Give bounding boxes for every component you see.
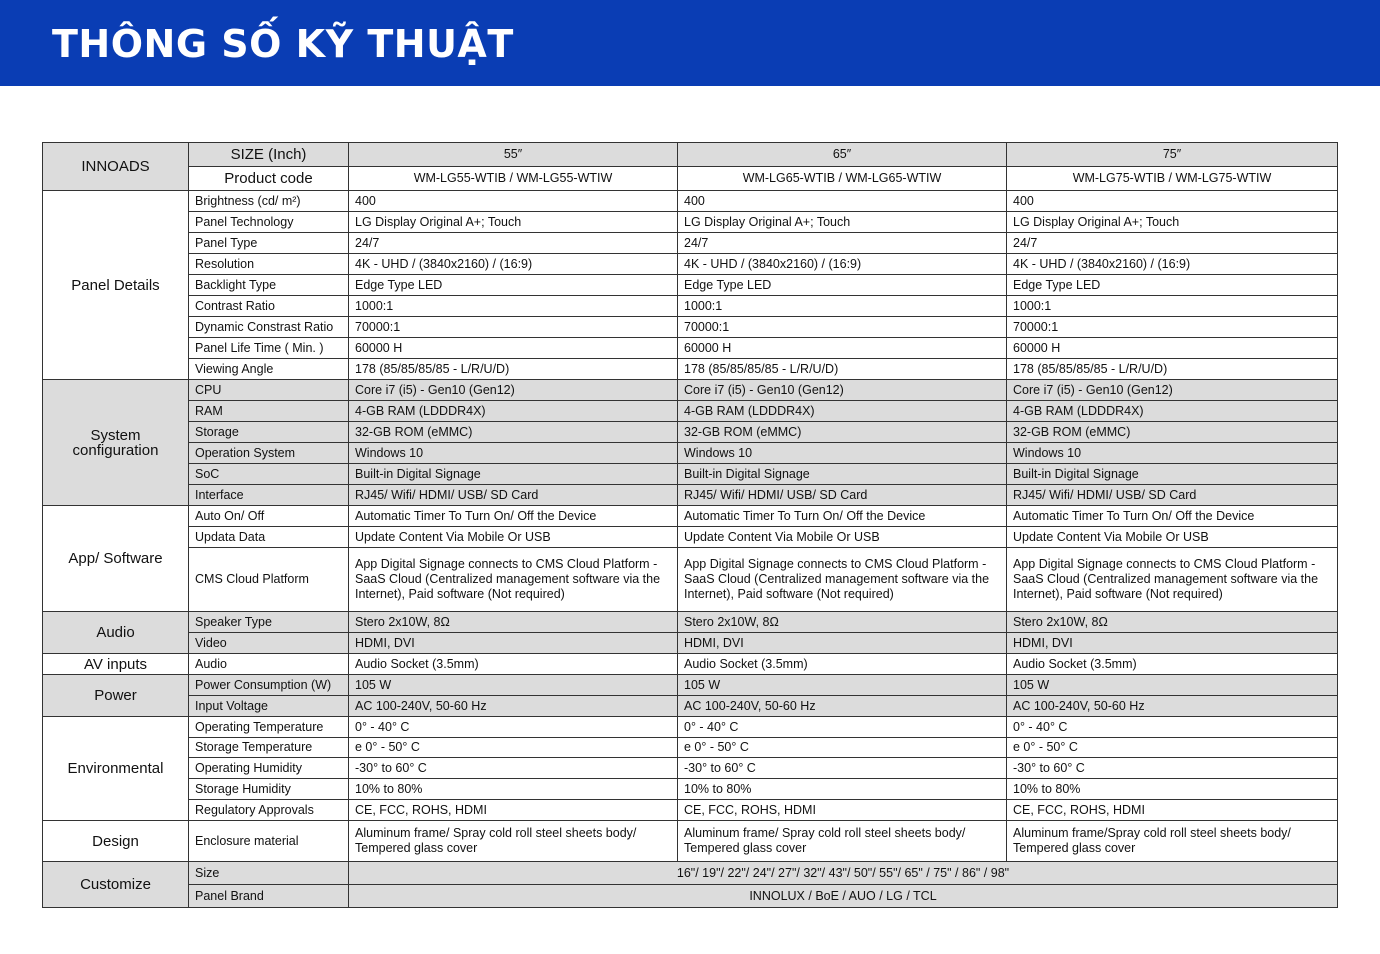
table-row xyxy=(43,275,1338,296)
spec-value: Stero 2x10W, 8Ω xyxy=(1007,612,1338,633)
spec-value: 4K - UHD / (3840x2160) / (16:9) xyxy=(349,254,678,275)
size-label: SIZE (Inch) xyxy=(189,143,349,167)
size-value: 65″ xyxy=(678,143,1007,167)
spec-value: LG Display Original A+; Touch xyxy=(349,212,678,233)
spec-value: Edge Type LED xyxy=(678,275,1007,296)
spec-value: Update Content Via Mobile Or USB xyxy=(678,527,1007,548)
size-value: 55″ xyxy=(349,143,678,167)
spec-value: CE, FCC, ROHS, HDMI xyxy=(349,800,678,821)
spec-label-size: Size xyxy=(189,862,349,885)
table-row xyxy=(43,862,1338,885)
spec-value: RJ45/ Wifi/ HDMI/ USB/ SD Card xyxy=(1007,485,1338,506)
table-row xyxy=(43,338,1338,359)
table-row xyxy=(43,779,1338,800)
spec-value: 4K - UHD / (3840x2160) / (16:9) xyxy=(1007,254,1338,275)
table-row xyxy=(43,296,1338,317)
spec-value: HDMI, DVI xyxy=(349,633,678,654)
spec-label-storage: Storage xyxy=(189,422,349,443)
spec-label-dynamic-constrast-ratio: Dynamic Constrast Ratio xyxy=(189,317,349,338)
spec-value: e 0° - 50° C xyxy=(349,738,678,758)
spec-value: 4-GB RAM (LDDDR4X) xyxy=(1007,401,1338,422)
spec-value: 32-GB ROM (eMMC) xyxy=(1007,422,1338,443)
spec-value: Aluminum frame/ Spray cold roll steel sheets body/ Tempered glass cover xyxy=(678,821,1007,862)
table-row xyxy=(43,800,1338,821)
spec-label-contrast-ratio: Contrast Ratio xyxy=(189,296,349,317)
spec-value: Built-in Digital Signage xyxy=(678,464,1007,485)
spec-value: -30° to 60° C xyxy=(678,758,1007,779)
spec-value: 105 W xyxy=(678,675,1007,696)
spec-value: 105 W xyxy=(1007,675,1338,696)
spec-value: 0° - 40° C xyxy=(349,717,678,738)
table-row xyxy=(43,143,1338,167)
spec-value: App Digital Signage connects to CMS Cloud Platform - SaaS Cloud (Centralized management software via the Internet), Paid software (Not required) xyxy=(678,548,1007,612)
spec-value: 70000:1 xyxy=(349,317,678,338)
spec-label-auto-on-off: Auto On/ Off xyxy=(189,506,349,527)
spec-value: Windows 10 xyxy=(1007,443,1338,464)
spec-label-updata-data: Updata Data xyxy=(189,527,349,548)
spec-value: Automatic Timer To Turn On/ Off the Device xyxy=(1007,506,1338,527)
spec-value: Windows 10 xyxy=(678,443,1007,464)
spec-value: 0° - 40° C xyxy=(1007,717,1338,738)
spec-value: Windows 10 xyxy=(349,443,678,464)
spec-value: CE, FCC, ROHS, HDMI xyxy=(678,800,1007,821)
spec-value: 178 (85/85/85/85 - L/R/U/D) xyxy=(678,359,1007,380)
spec-value: AC 100-240V, 50-60 Hz xyxy=(349,696,678,717)
product-code-value: WM-LG65-WTIB / WM-LG65-WTIW xyxy=(678,167,1007,191)
spec-value: Stero 2x10W, 8Ω xyxy=(678,612,1007,633)
spec-value: Aluminum frame/ Spray cold roll steel sheets body/ Tempered glass cover xyxy=(349,821,678,862)
spec-label-storage-temperature: Storage Temperature xyxy=(189,738,349,758)
spec-value: Audio Socket (3.5mm) xyxy=(1007,654,1338,675)
spec-label-operating-temperature: Operating Temperature xyxy=(189,717,349,738)
spec-label-panel-brand: Panel Brand xyxy=(189,885,349,908)
spec-value: App Digital Signage connects to CMS Cloud Platform - SaaS Cloud (Centralized management software via the Internet), Paid software (Not required) xyxy=(1007,548,1338,612)
spec-value: CE, FCC, ROHS, HDMI xyxy=(1007,800,1338,821)
table-row xyxy=(43,612,1338,633)
group-av: AV inputs xyxy=(43,654,189,675)
spec-value: 400 xyxy=(678,191,1007,212)
spec-label-ram: RAM xyxy=(189,401,349,422)
spec-value: Audio Socket (3.5mm) xyxy=(349,654,678,675)
spec-value: 0° - 40° C xyxy=(678,717,1007,738)
spec-value: AC 100-240V, 50-60 Hz xyxy=(678,696,1007,717)
table-row xyxy=(43,675,1338,696)
table-row xyxy=(43,464,1338,485)
spec-value: Built-in Digital Signage xyxy=(1007,464,1338,485)
page-header xyxy=(0,0,1380,86)
spec-value: Update Content Via Mobile Or USB xyxy=(349,527,678,548)
spec-value: LG Display Original A+; Touch xyxy=(1007,212,1338,233)
table-row xyxy=(43,738,1338,758)
group-design: Design xyxy=(43,821,189,862)
spec-value: Built-in Digital Signage xyxy=(349,464,678,485)
table-row xyxy=(43,443,1338,464)
group-panel: Panel Details xyxy=(43,191,189,380)
spec-value: 10% to 80% xyxy=(1007,779,1338,800)
table-row xyxy=(43,696,1338,717)
spec-label-viewing-angle: Viewing Angle xyxy=(189,359,349,380)
table-row xyxy=(43,506,1338,527)
spec-value: Update Content Via Mobile Or USB xyxy=(1007,527,1338,548)
product-code-label: Product code xyxy=(189,167,349,191)
corner-label: INNOADS xyxy=(43,143,189,191)
spec-value: App Digital Signage connects to CMS Cloud Platform - SaaS Cloud (Centralized management software via the Internet), Paid software (Not required) xyxy=(349,548,678,612)
spec-value: Edge Type LED xyxy=(349,275,678,296)
table-row xyxy=(43,401,1338,422)
table-row xyxy=(43,885,1338,908)
spec-value: Edge Type LED xyxy=(1007,275,1338,296)
table-row xyxy=(43,758,1338,779)
table-row xyxy=(43,422,1338,443)
table-row xyxy=(43,359,1338,380)
spec-value: 24/7 xyxy=(1007,233,1338,254)
group-audio: Audio xyxy=(43,612,189,654)
table-row xyxy=(43,317,1338,338)
table-row xyxy=(43,548,1338,612)
spec-value: AC 100-240V, 50-60 Hz xyxy=(1007,696,1338,717)
spec-value: 1000:1 xyxy=(1007,296,1338,317)
table-row xyxy=(43,654,1338,675)
spec-value: Core i7 (i5) - Gen10 (Gen12) xyxy=(349,380,678,401)
spec-value: 400 xyxy=(349,191,678,212)
table-row xyxy=(43,167,1338,191)
group-env: Environmental xyxy=(43,717,189,821)
spec-label-cpu: CPU xyxy=(189,380,349,401)
spec-label-video: Video xyxy=(189,633,349,654)
table-row xyxy=(43,191,1338,212)
spec-table xyxy=(42,142,1338,908)
spec-label-resolution: Resolution xyxy=(189,254,349,275)
table-row xyxy=(43,254,1338,275)
spec-value: 178 (85/85/85/85 - L/R/U/D) xyxy=(1007,359,1338,380)
spec-label-speaker-type: Speaker Type xyxy=(189,612,349,633)
spec-label-storage-humidity: Storage Humidity xyxy=(189,779,349,800)
spec-value: 4-GB RAM (LDDDR4X) xyxy=(349,401,678,422)
spec-value: Automatic Timer To Turn On/ Off the Device xyxy=(349,506,678,527)
spec-value: 60000 H xyxy=(349,338,678,359)
spec-label-audio: Audio xyxy=(189,654,349,675)
spec-value: Core i7 (i5) - Gen10 (Gen12) xyxy=(678,380,1007,401)
spec-value: Core i7 (i5) - Gen10 (Gen12) xyxy=(1007,380,1338,401)
spec-value: 4K - UHD / (3840x2160) / (16:9) xyxy=(678,254,1007,275)
spec-label-panel-technology: Panel Technology xyxy=(189,212,349,233)
group-app: App/ Software xyxy=(43,506,189,612)
spec-value: Aluminum frame/Spray cold roll steel sheets body/ Tempered glass cover xyxy=(1007,821,1338,862)
spec-value: 24/7 xyxy=(678,233,1007,254)
product-code-value: WM-LG55-WTIB / WM-LG55-WTIW xyxy=(349,167,678,191)
spec-value: -30° to 60° C xyxy=(1007,758,1338,779)
spec-label-panel-life-time-min: Panel Life Time ( Min. ) xyxy=(189,338,349,359)
spec-value: Stero 2x10W, 8Ω xyxy=(349,612,678,633)
spec-label-cms-cloud-platform: CMS Cloud Platform xyxy=(189,548,349,612)
spec-label-backlight-type: Backlight Type xyxy=(189,275,349,296)
table-row xyxy=(43,380,1338,401)
table-row xyxy=(43,717,1338,738)
spec-value: 1000:1 xyxy=(678,296,1007,317)
spec-value: INNOLUX / BoE / AUO / LG / TCL xyxy=(349,885,1338,908)
spec-value: 32-GB ROM (eMMC) xyxy=(678,422,1007,443)
spec-value: HDMI, DVI xyxy=(1007,633,1338,654)
spec-value: RJ45/ Wifi/ HDMI/ USB/ SD Card xyxy=(349,485,678,506)
size-value: 75″ xyxy=(1007,143,1338,167)
spec-value: 10% to 80% xyxy=(678,779,1007,800)
spec-value: HDMI, DVI xyxy=(678,633,1007,654)
spec-value: 4-GB RAM (LDDDR4X) xyxy=(678,401,1007,422)
spec-value: 400 xyxy=(1007,191,1338,212)
spec-value: 10% to 80% xyxy=(349,779,678,800)
spec-value: 178 (85/85/85/85 - L/R/U/D) xyxy=(349,359,678,380)
spec-label-power-consumption-w: Power Consumption (W) xyxy=(189,675,349,696)
spec-label-operating-humidity: Operating Humidity xyxy=(189,758,349,779)
spec-value: e 0° - 50° C xyxy=(678,738,1007,758)
table-row xyxy=(43,212,1338,233)
spec-value: -30° to 60° C xyxy=(349,758,678,779)
group-customize: Customize xyxy=(43,862,189,908)
page-title: THÔNG SỐ KỸ THUẬT xyxy=(52,22,514,66)
spec-value: 16"/ 19"/ 22"/ 24"/ 27"/ 32"/ 43"/ 50"/ 55"/ 65" / 75" / 86" / 98" xyxy=(349,862,1338,885)
spec-label-panel-type: Panel Type xyxy=(189,233,349,254)
spec-value: 70000:1 xyxy=(1007,317,1338,338)
table-row xyxy=(43,821,1338,862)
group-system: System configuration xyxy=(43,380,189,506)
spec-value: 60000 H xyxy=(678,338,1007,359)
spec-label-brightness-cd-m: Brightness (cd/ m²) xyxy=(189,191,349,212)
table-row xyxy=(43,485,1338,506)
spec-label-operation-system: Operation System xyxy=(189,443,349,464)
spec-value: 60000 H xyxy=(1007,338,1338,359)
spec-label-regulatory-approvals: Regulatory Approvals xyxy=(189,800,349,821)
spec-value: Audio Socket (3.5mm) xyxy=(678,654,1007,675)
spec-label-enclosure-material: Enclosure material xyxy=(189,821,349,862)
spec-value: e 0° - 50° C xyxy=(1007,738,1338,758)
table-row xyxy=(43,527,1338,548)
spec-value: 32-GB ROM (eMMC) xyxy=(349,422,678,443)
product-code-value: WM-LG75-WTIB / WM-LG75-WTIW xyxy=(1007,167,1338,191)
spec-value: Automatic Timer To Turn On/ Off the Device xyxy=(678,506,1007,527)
spec-value: RJ45/ Wifi/ HDMI/ USB/ SD Card xyxy=(678,485,1007,506)
spec-value: 24/7 xyxy=(349,233,678,254)
spec-value: 70000:1 xyxy=(678,317,1007,338)
table-row xyxy=(43,633,1338,654)
spec-value: 1000:1 xyxy=(349,296,678,317)
spec-label-interface: Interface xyxy=(189,485,349,506)
group-power: Power xyxy=(43,675,189,717)
spec-label-soc: SoC xyxy=(189,464,349,485)
spec-label-input-voltage: Input Voltage xyxy=(189,696,349,717)
spec-value: LG Display Original A+; Touch xyxy=(678,212,1007,233)
spec-value: 105 W xyxy=(349,675,678,696)
table-row xyxy=(43,233,1338,254)
